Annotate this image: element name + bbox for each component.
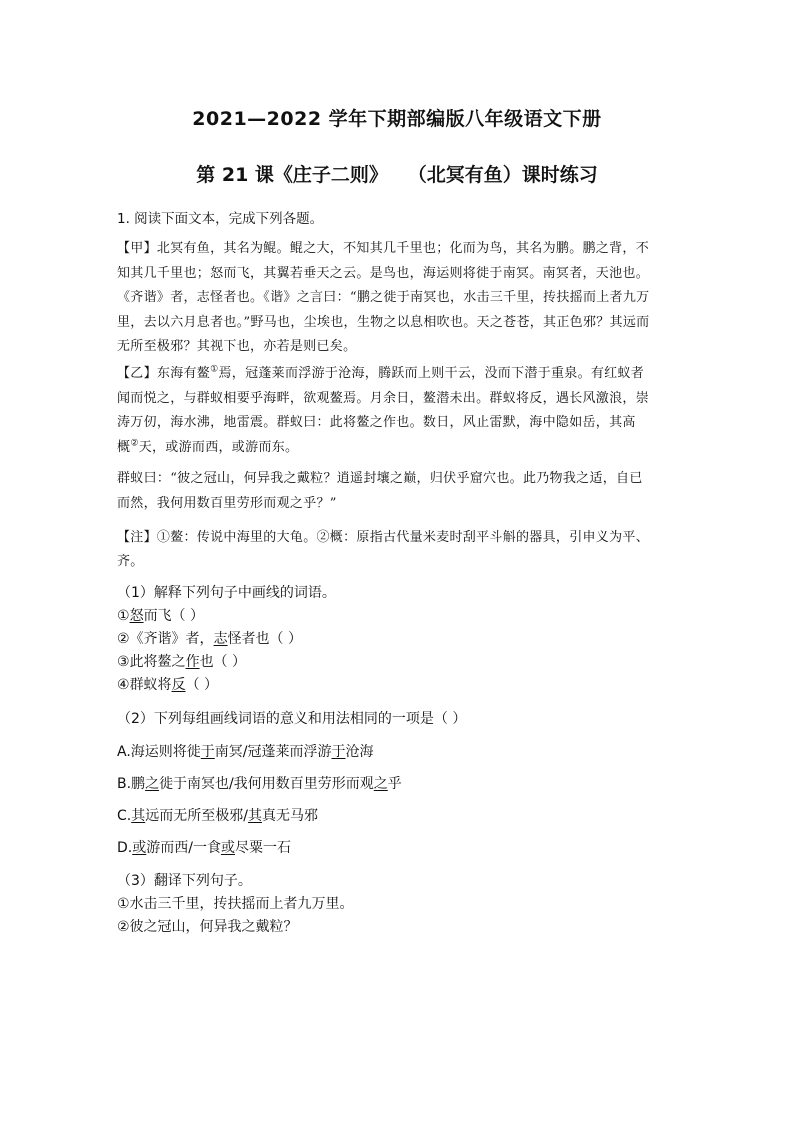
passage-yi-line: 涛万仞，海水沸，地雷震。群蚁曰：此将鳌之作也。数日，风止雷默，海中隐如岳，其高 <box>117 415 636 430</box>
sub-question-item: ②《齐谐》者，志怪者也（ ） <box>117 631 303 647</box>
note-line: 齐。 <box>117 554 144 569</box>
underlined-word: 其 <box>131 808 146 824</box>
passage-jia-line: 无所至极邪？其视下也，亦若是则已矣。 <box>117 339 357 354</box>
sub-question-2-prompt: （2）下列每组画线词语的意义和用法相同的一项是（ ） <box>117 711 467 727</box>
underlined-word: 或 <box>132 840 147 856</box>
passage-yi-text: 天，或游而西，或游而东。 <box>138 439 299 455</box>
passage-jia-line: 【甲】北冥有鱼，其名为鲲。鲲之大，不知其几千里也；化而为鸟，其名为鹏。鹏之背，不 <box>117 241 650 256</box>
question-intro: 1. 阅读下面文本，完成下列各题。 <box>117 211 324 227</box>
sub-question-item: ③此将鳌之作也（ ） <box>117 654 247 670</box>
underlined-word: 之 <box>373 776 388 792</box>
footnote-marker: ① <box>210 364 219 375</box>
translation-item: ②彼之冠山，何异我之戴粒？ <box>117 919 298 935</box>
sub-question-item: ④群蚁将反（ ） <box>117 677 219 693</box>
sub-question-3 <box>117 870 717 939</box>
translation-item: ①水击三千里，抟扶摇而上者九万里。 <box>117 896 354 912</box>
underlined-word: 作 <box>185 654 200 670</box>
underlined-word: 于 <box>331 744 346 760</box>
option-b: B.鹏之徙于南冥也/我何用数百里劳形而观之乎 <box>117 776 402 792</box>
option-d: D.或游而西/一食或尽粟一石 <box>117 840 291 856</box>
sub-question-item: ①怒而飞（ ） <box>117 608 205 624</box>
underlined-word: 志 <box>213 631 228 647</box>
passage-yi-line: 闻而悦之，与群蚁相要乎海畔，欲观鳌焉。月余日，鳌潜未出。群蚁将反，遇长风激浪，崇 <box>117 390 650 406</box>
sub-question-prompt: （3）翻译下列句子。 <box>117 873 252 889</box>
underlined-word: 或 <box>220 840 235 856</box>
passage-yi-line: 而然，我何用数百里劳形而观之乎？” <box>117 495 337 511</box>
underlined-word: 反 <box>171 677 186 693</box>
sub-question-1 <box>117 582 717 697</box>
passage-yi-text: 【乙】东海有鳌 <box>117 366 211 381</box>
footnote-marker: ② <box>130 438 139 449</box>
passage-yi-text: 焉，冠蓬莱而浮游于沧海，腾跃而上则干云，没而下潜于重泉。有红蚁者 <box>218 366 645 381</box>
underlined-word: 其 <box>247 808 262 824</box>
passage-yi-line <box>117 436 717 461</box>
passage-jia <box>117 237 717 360</box>
passage-yi-line <box>117 362 717 387</box>
passage-yi-line: 群蚁曰：“彼之冠山，何异我之戴粒？逍遥封壤之巅，归伏乎窟穴也。此乃物我之适，自已 <box>117 471 643 486</box>
passage-yi-continued <box>117 467 717 516</box>
annotation-note <box>117 526 717 574</box>
passage-jia-line: 里，去以六月息者也。”野马也，尘埃也，生物之以息相吹也。天之苍苍，其正色邪？其远而 <box>117 314 650 330</box>
passage-jia-line: 《齐谐》者，志怪者也。《谐》之言曰：“鹏之徙于南冥也，水击三千里，抟扶摇而上者九万 <box>117 290 650 305</box>
page-title: 2021—2022 学年下期部编版八年级语文下册 <box>192 108 602 130</box>
option-a: A.海运则将徙于南冥/冠蓬莱而浮游于沧海 <box>117 744 374 760</box>
passage-yi <box>117 362 717 460</box>
passage-jia-line: 知其几千里也；怒而飞，其翼若垂天之云。是鸟也，海运则将徙于南冥。南冥者，天池也。 <box>117 265 650 281</box>
note-line: 【注】①鳌：传说中海里的大龟。②概：原指古代量米麦时刮平斗斛的器具，引申义为平、 <box>117 530 650 545</box>
sub-question-prompt: （1）解释下列句子中画线的词语。 <box>117 585 336 601</box>
underlined-word: 于 <box>200 744 215 760</box>
option-c: C.其远而无所至极邪/其真无马邪 <box>117 808 318 824</box>
underlined-word: 怒 <box>129 608 144 624</box>
passage-yi-text: 概 <box>117 439 131 455</box>
underlined-word: 之 <box>145 776 160 792</box>
lesson-subtitle: 第 21 课《庄子二则》 （北冥有鱼）课时练习 <box>196 164 598 186</box>
